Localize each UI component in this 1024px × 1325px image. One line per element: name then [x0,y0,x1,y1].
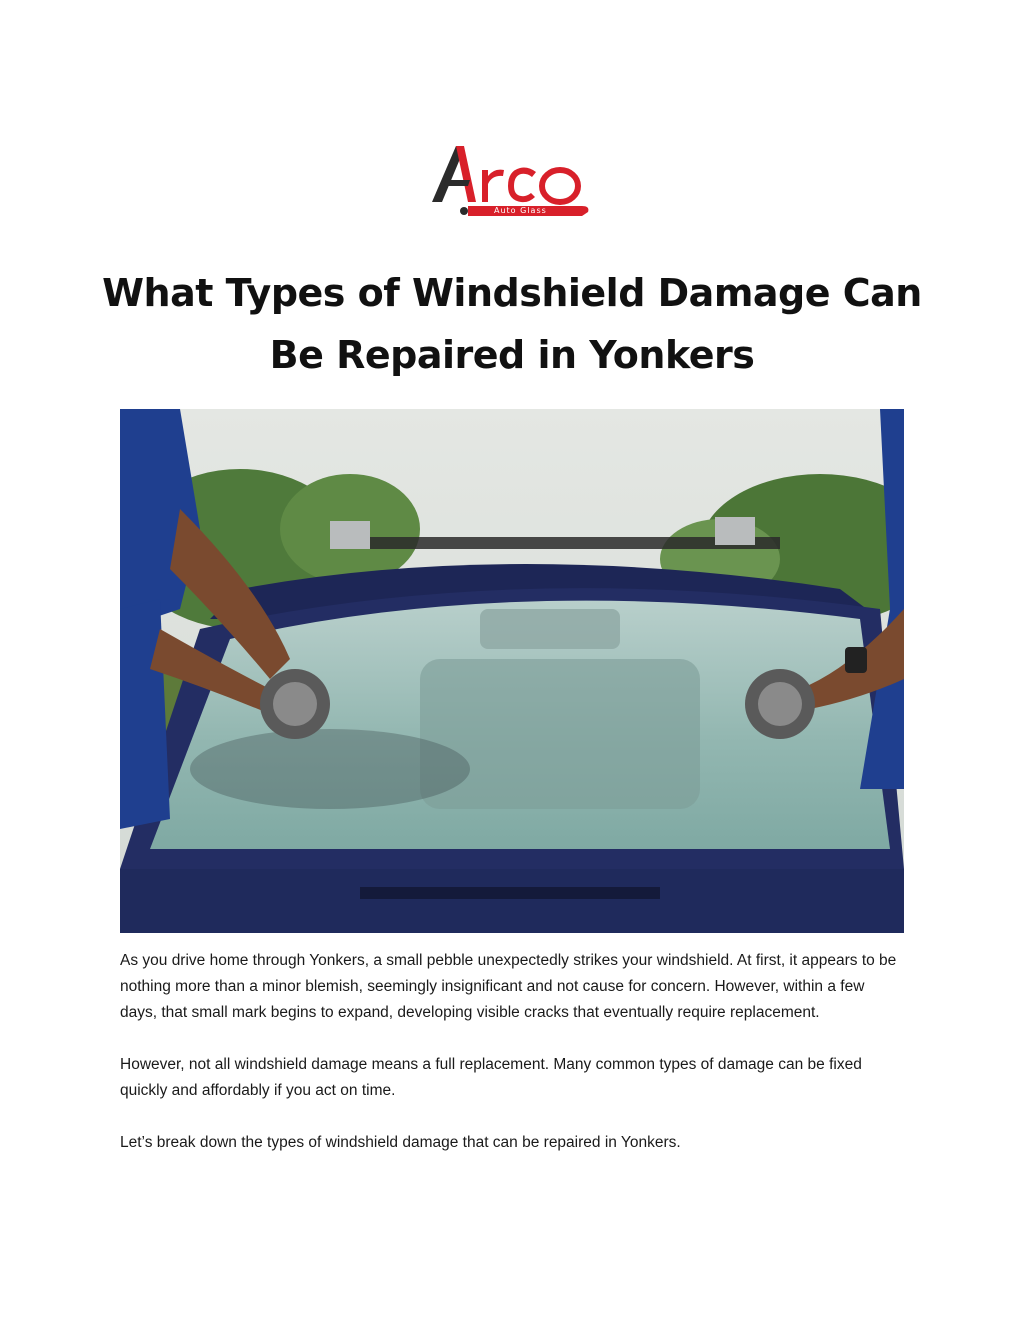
paragraph-lead-in: Let’s break down the types of windshield damage that can be repaired in Yonkers. [120,1134,681,1151]
title-line-1: What Types of Windshield Damage Can [102,271,922,315]
paragraph-intro: As you drive home through Yonkers, a small pebble unexpectedly strikes your windshield. At first, it appears to be nothing more than a minor blemish, seemingly insignificant and not cause for concern. However, within a few days, that small mark begins to expand, developing visible cracks that eventually require replacement. [120,952,897,1021]
article-body [120,948,904,1182]
photo-illustration [120,409,904,933]
arco-auto-glass-logo [424,140,594,226]
title-line-2: Be Repaired in Yonkers [269,333,755,377]
paragraph-repair-options: However, not all windshield damage means a full replacement. Many common types of damage can be fixed quickly and affordably if you act on time. [120,1056,862,1099]
page-title [60,262,964,386]
logo-tagline: Auto Glass [494,206,547,215]
windshield-repair-photo [120,409,904,933]
